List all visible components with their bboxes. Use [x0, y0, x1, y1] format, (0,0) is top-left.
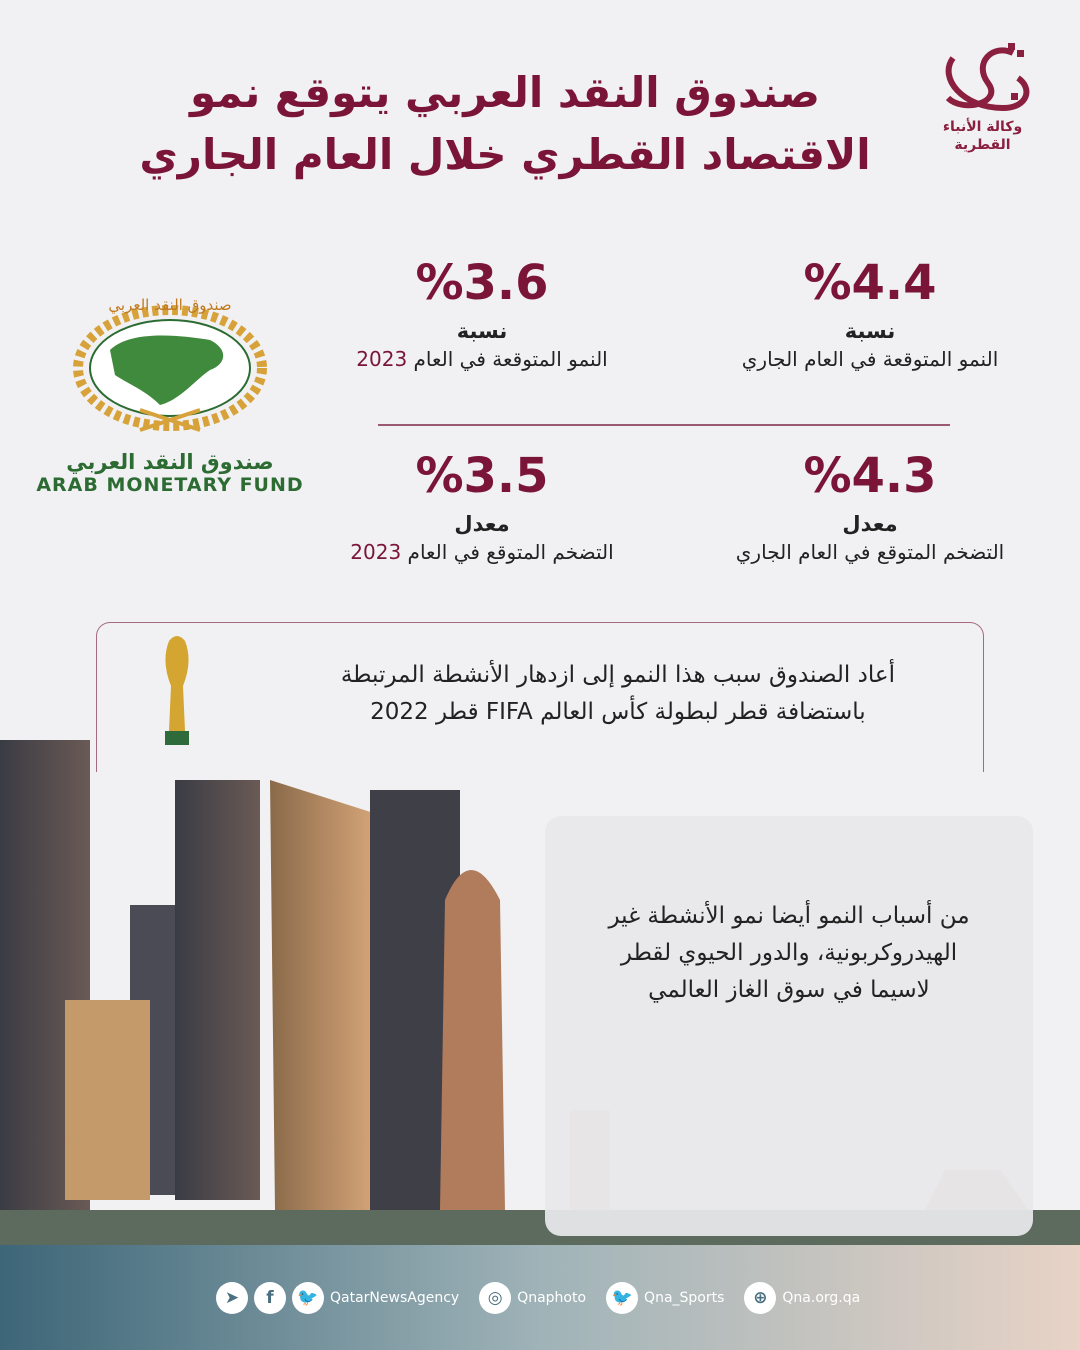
stat-desc	[700, 540, 1040, 564]
instagram-icon[interactable]: ◎	[479, 1282, 511, 1314]
growth-reason-box	[96, 622, 984, 772]
stat-growth-2023	[312, 255, 652, 371]
stat-label: معدل	[842, 512, 898, 536]
world-cup-trophy-icon	[155, 631, 199, 749]
note-line: الهيدروكربونية، والدور الحيوي لقطر	[620, 940, 958, 966]
twitter-icon[interactable]: 🐦	[606, 1282, 638, 1314]
fund-name-english: ARAB MONETARY FUND	[36, 474, 304, 496]
social-links	[216, 1282, 874, 1314]
stat-desc-text: التضخم المتوقع في العام الجاري	[735, 540, 1005, 564]
stat-label: معدل	[454, 512, 510, 536]
stat-desc	[700, 347, 1040, 371]
agency-name-line-1: وكالة الأنباء	[942, 119, 1023, 135]
website-link[interactable]: Qna.org.qa	[782, 1290, 861, 1306]
title-line-1: صندوق النقد العربي يتوقع نمو	[190, 68, 820, 117]
title-line-2: الاقتصاد القطري خلال العام الجاري	[139, 130, 871, 179]
stat-desc	[312, 540, 652, 564]
social-handle-instagram[interactable]: Qnaphoto	[517, 1290, 587, 1306]
telegram-icon[interactable]: ➤	[216, 1282, 248, 1314]
note-line: باستضافة قطر لبطولة كأس العالم FIFA قطر 2022	[370, 699, 866, 725]
stat-growth-current	[700, 255, 1040, 371]
page-title	[120, 62, 890, 186]
other-reasons-text	[545, 898, 1033, 1009]
qna-emblem-icon	[933, 38, 1033, 118]
note-line: أعاد الصندوق سبب هذا النمو إلى ازدهار الأنشطة المرتبطة	[340, 662, 895, 688]
stat-value: %4.3	[803, 448, 937, 504]
stat-value: %3.5	[415, 448, 549, 504]
stat-year: 2023	[356, 347, 408, 371]
arab-monetary-fund-logo	[35, 290, 305, 496]
fund-emblem-icon	[60, 290, 280, 440]
stat-inflation-current	[700, 448, 1040, 564]
social-handle-main[interactable]: QatarNewsAgency	[330, 1290, 460, 1306]
stat-value: %3.6	[415, 255, 549, 311]
note-line: من أسباب النمو أيضا نمو الأنشطة غير	[608, 903, 970, 929]
stat-desc	[312, 347, 652, 371]
stat-label: نسبة	[844, 319, 896, 343]
other-reasons-box	[545, 816, 1033, 1236]
divider	[378, 424, 950, 426]
qna-logo	[925, 38, 1040, 154]
globe-icon[interactable]: ⊕	[744, 1282, 776, 1314]
note-line: لاسيما في سوق الغاز العالمي	[648, 977, 930, 1003]
stat-desc-text: النمو المتوقعة في العام الجاري	[741, 347, 999, 371]
stat-value: %4.4	[803, 255, 937, 311]
stat-desc-text: النمو المتوقعة في العام	[407, 347, 608, 371]
stat-label: نسبة	[456, 319, 508, 343]
stat-inflation-2023	[312, 448, 652, 564]
facebook-icon[interactable]: f	[254, 1282, 286, 1314]
social-handle-twitter[interactable]: Qna_Sports	[644, 1290, 725, 1306]
twitter-icon[interactable]: 🐦	[292, 1282, 324, 1314]
stat-year: 2023	[350, 540, 402, 564]
growth-reason-text	[341, 657, 895, 731]
fund-arc-text: صندوق النقد العربي	[108, 296, 232, 314]
fund-name-arabic: صندوق النقد العربي	[66, 450, 274, 474]
agency-name-line-2: القطرية	[954, 137, 1011, 153]
stat-desc-text: التضخم المتوقع في العام	[401, 540, 614, 564]
